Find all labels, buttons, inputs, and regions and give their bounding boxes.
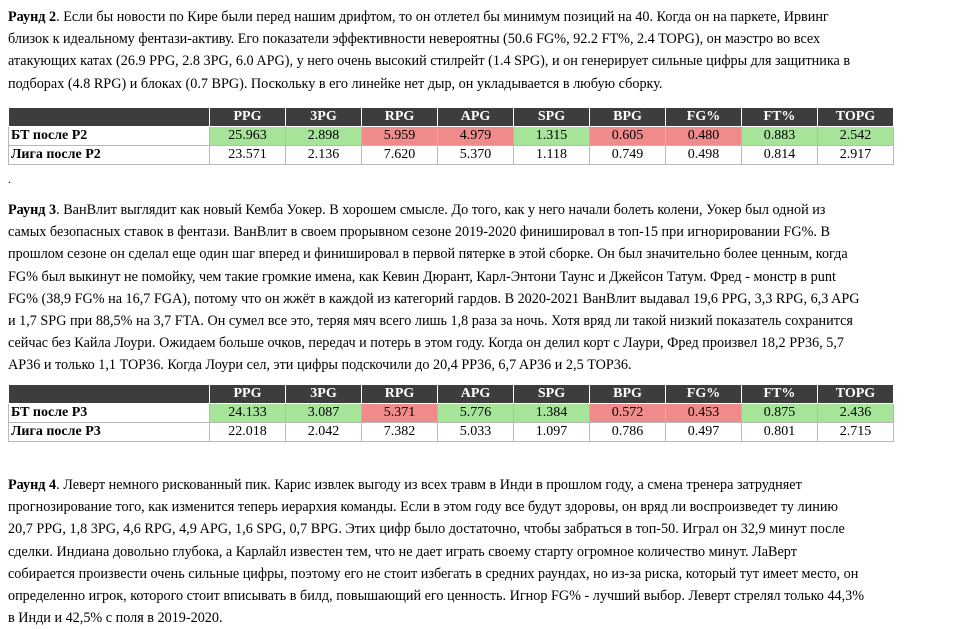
- stat-cell: 5.370: [438, 146, 514, 165]
- stat-cell: 0.749: [590, 146, 666, 165]
- paragraph-line: [8, 474, 974, 496]
- stat-cell: 2.898: [286, 127, 362, 146]
- paragraph-line: сейчас без Кайла Лоури. Ожидаем больше очков, передач и потерь в этом году. Когда он делил корт с Лаури, Фред произвел 18,2 PP36, 5,7: [8, 335, 844, 352]
- column-header: PPG: [210, 108, 286, 127]
- table-corner-cell: [9, 108, 210, 127]
- paragraph-line: прогнозирование того, как изменится теперь иерархия команды. Если в этом году все будут здоровы, он вряд ли воспроизведет ту линию: [8, 499, 839, 516]
- row-label: БТ после Р2: [9, 127, 210, 146]
- paragraph-text: . ВанВлит выглядит как новый Кемба Уокер. В хорошем смысле. До того, как у него начали болеть колени, Уокер был одной из: [56, 202, 826, 218]
- stat-cell: 3.087: [286, 404, 362, 423]
- stat-cell: 1.384: [514, 404, 590, 423]
- stat-cell: 5.776: [438, 404, 514, 423]
- paragraph-line: атакующих катах (26.9 PPG, 2.8 3PG, 6.0 APG), у него очень высокий стилрейт (1.4 SPG), и он генерирует сильные цифры для защитника в: [8, 53, 851, 70]
- column-header: 3PG: [286, 385, 362, 404]
- paragraph-line: в Инди и 42,5% с поля в 2019-2020.: [8, 610, 223, 627]
- paragraph-line: прошлом сезоне он сделал еще один шаг вперед и финишировал в первой пятерке в этой сборке. Он был значительно более ценным, когда: [8, 246, 848, 263]
- stat-cell: 2.436: [818, 404, 894, 423]
- paragraph-text: . Леверт немного рискованный пик. Карис извлек выгоду из всех травм в Инди в прошлом году, а смена тренера затрудняет: [56, 477, 802, 493]
- row-label: Лига после Р3: [9, 423, 210, 442]
- stat-cell: 22.018: [210, 423, 286, 442]
- column-header: 3PG: [286, 108, 362, 127]
- column-header: BPG: [590, 108, 666, 127]
- table-row: [9, 423, 894, 442]
- stat-cell: 0.883: [742, 127, 818, 146]
- round-label: Раунд 4: [8, 477, 57, 493]
- stat-cell: 0.786: [590, 423, 666, 442]
- column-header: APG: [438, 385, 514, 404]
- column-header: FG%: [666, 108, 742, 127]
- stat-cell: 5.033: [438, 423, 514, 442]
- column-header: BPG: [590, 385, 666, 404]
- paragraph-line: FG% (38,9 FG% на 16,7 FGA), потому что он жжёт в каждой из категорий гардов. В 2020-2021 ВанВлит выдавал 19,6 PPG, 3,3 RPG, 6,3 APG: [8, 290, 860, 307]
- column-header: TOPG: [818, 108, 894, 127]
- column-header: PPG: [210, 385, 286, 404]
- stat-cell: 4.979: [438, 127, 514, 146]
- column-header: APG: [438, 108, 514, 127]
- stat-cell: 0.498: [666, 146, 742, 165]
- table-row: [9, 404, 894, 423]
- stat-cell: 0.814: [742, 146, 818, 165]
- paragraph-text: . Если бы новости по Кире были перед нашим дрифтом, то он отлетел бы минимум позиций на 40. Когда он на паркете, Ирвинг: [56, 9, 829, 25]
- stats-table-round-3: [8, 384, 894, 442]
- stat-cell: 2.917: [818, 146, 894, 165]
- round-2-paragraph: [8, 6, 974, 95]
- stat-cell: 5.959: [362, 127, 438, 146]
- round-label: Раунд 3: [8, 202, 57, 218]
- stray-dot: .: [8, 172, 11, 186]
- stat-cell: 2.042: [286, 423, 362, 442]
- stat-cell: 0.480: [666, 127, 742, 146]
- table-header-row: [9, 385, 894, 404]
- stat-cell: 24.133: [210, 404, 286, 423]
- stat-cell: 2.542: [818, 127, 894, 146]
- column-header: FT%: [742, 385, 818, 404]
- paragraph-line: самых безопасных ставок в фентази. ВанВлит в своем прорывном сезоне 2019-2020 финишировал в топ-15 при игнорировании FG%. В: [8, 224, 830, 241]
- round-4-paragraph: [8, 474, 974, 629]
- paragraph-line: собирается произвести очень сильные цифры, поэтому его не стоит избегать в средних раундах, но из-за риска, который тут имеет место, он: [8, 565, 859, 582]
- column-header: TOPG: [818, 385, 894, 404]
- stat-cell: 23.571: [210, 146, 286, 165]
- stat-cell: 0.605: [590, 127, 666, 146]
- table-header-row: [9, 108, 894, 127]
- paragraph-line: и 1,7 SPG при 88,5% на 3,7 FTA. Он сумел все это, теряя мяч всего лишь 1,8 раза за ночь. Хотя вряд ли такой низкий показатель сохранится: [8, 313, 853, 330]
- stat-cell: 2.715: [818, 423, 894, 442]
- stat-cell: 25.963: [210, 127, 286, 146]
- stat-cell: 5.371: [362, 404, 438, 423]
- stat-cell: 0.875: [742, 404, 818, 423]
- stat-cell: 0.572: [590, 404, 666, 423]
- paragraph-line: 20,7 PPG, 1,8 3PG, 4,6 RPG, 4,9 APG, 1,6 SPG, 0,7 BPG. Этих цифр было достаточно, чтобы забраться в топ-50. Играл он 32,9 минут после: [8, 521, 845, 538]
- stat-cell: 7.382: [362, 423, 438, 442]
- row-label: БТ после Р3: [9, 404, 210, 423]
- table-row: [9, 146, 894, 165]
- column-header: RPG: [362, 108, 438, 127]
- round-label: Раунд 2: [8, 9, 57, 25]
- stats-table-round-2: [8, 107, 894, 165]
- stat-cell: 7.620: [362, 146, 438, 165]
- paragraph-line: [8, 199, 974, 221]
- paragraph-line: определенно игрок, которого стоит вписывать в билд, повышающий его ценность. Игнор FG% - лучший выбор. Леверт стрелял только 44,3%: [8, 588, 865, 605]
- column-header: RPG: [362, 385, 438, 404]
- stat-cell: 1.118: [514, 146, 590, 165]
- stat-cell: 0.801: [742, 423, 818, 442]
- column-header: FG%: [666, 385, 742, 404]
- stat-cell: 1.315: [514, 127, 590, 146]
- column-header: FT%: [742, 108, 818, 127]
- paragraph-line: AP36 и только 1,1 TOP36. Когда Лоури сел, эти цифры подскочили до 20,4 PP36, 6,7 AP36 и 2,5 TOP36.: [8, 357, 632, 374]
- paragraph-line: [8, 6, 974, 28]
- round-3-paragraph: [8, 199, 974, 377]
- table-row: [9, 127, 894, 146]
- row-label: Лига после Р2: [9, 146, 210, 165]
- stat-cell: 2.136: [286, 146, 362, 165]
- table-corner-cell: [9, 385, 210, 404]
- paragraph-line: подборах (4.8 RPG) и блоках (0.7 BPG). Поскольку в его линейке нет дыр, он укладывается в любую сборку.: [8, 75, 663, 92]
- stat-cell: 1.097: [514, 423, 590, 442]
- stat-cell: 0.497: [666, 423, 742, 442]
- column-header: SPG: [514, 385, 590, 404]
- column-header: SPG: [514, 108, 590, 127]
- paragraph-line: сделки. Индиана довольно глубока, а Карлайл известен тем, что не дает играть своему старту огромное количество минут. ЛаВерт: [8, 543, 797, 560]
- paragraph-line: близок к идеальному фентази-активу. Его показатели эффективности невероятны (50.6 FG%, 92.2 FT%, 2.4 TOPG), он маэстро во всех: [8, 31, 821, 48]
- stat-cell: 0.453: [666, 404, 742, 423]
- paragraph-line: FG% был выкинут не помойку, чем такие громкие имена, как Кевин Дюрант, Карл-Энтони Таунс и Джейсон Татум. Фред - монстр в punt: [8, 268, 836, 285]
